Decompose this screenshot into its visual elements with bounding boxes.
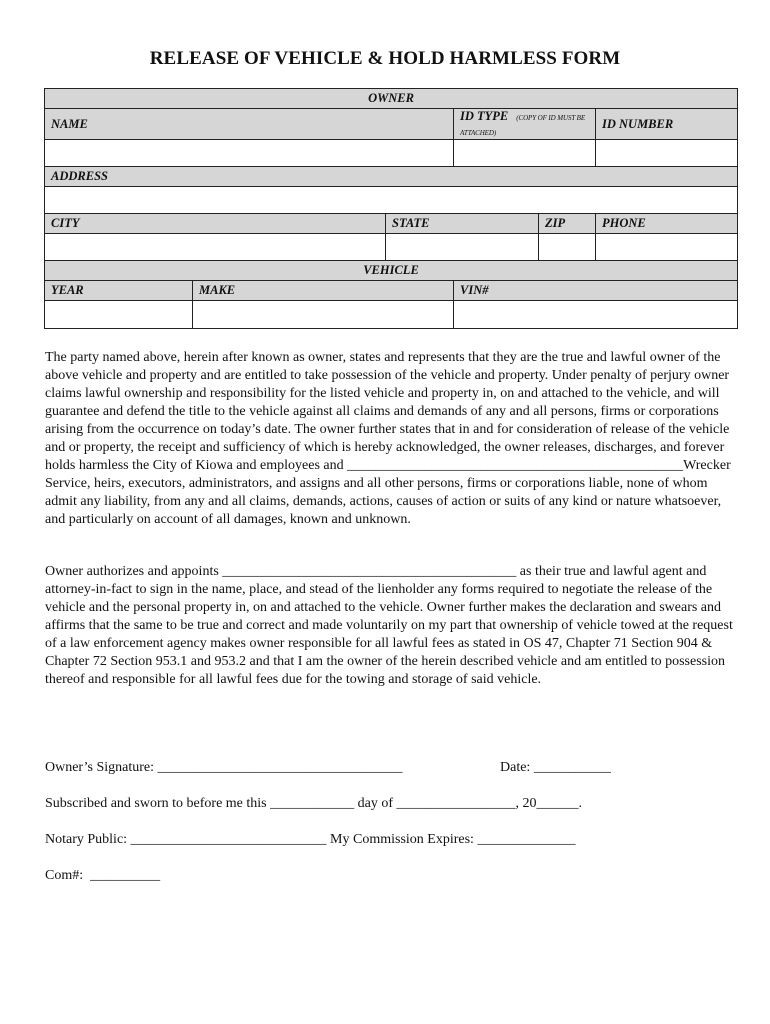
city-label: CITY xyxy=(45,214,386,234)
vin-field[interactable] xyxy=(454,301,738,329)
make-label: MAKE xyxy=(193,281,454,301)
id-number-label: ID NUMBER xyxy=(596,109,738,140)
address-label: ADDRESS xyxy=(45,167,738,187)
phone-field[interactable] xyxy=(596,234,738,261)
authorization-paragraph: Owner authorizes and appoints __________________________________________ as their true and lawful agent and attorney-in-fact to sign in the name, place, and stead of the lienholder any forms required to negotiate the release of the vehicle and the personal property in, on and attached to the vehicle. Owner further makes the declaration and swears and affirms that the same to be true and correct and made voluntarily on my part that ownership of vehicle towed at the request of a law enforcement agency makes owner responsible for all lawful fees as stated in OS 47, Chapter 71 Section 904 & Chapter 72 Section 953.1 and 953.2 and that I am the owner of the herein described vehicle and am entitled to possession thereof and responsible for all lawful fees due for the towing and storage of said vehicle. xyxy=(45,564,733,687)
id-type-field[interactable] xyxy=(454,140,596,167)
phone-label: PHONE xyxy=(596,214,738,234)
name-label: NAME xyxy=(45,109,454,140)
make-field[interactable] xyxy=(193,301,454,329)
zip-field[interactable] xyxy=(539,234,596,261)
year-field[interactable] xyxy=(45,301,193,329)
vin-label: VIN# xyxy=(454,281,738,301)
owner-signature-line: Owner’s Signature: ___________________________________ xyxy=(45,760,403,775)
id-type-label xyxy=(454,109,596,140)
state-label: STATE xyxy=(386,214,539,234)
owner-section-header: OWNER xyxy=(45,89,738,109)
address-field[interactable] xyxy=(45,187,738,214)
id-type-note: (COPY OF ID MUST BE ATTACHED) xyxy=(460,114,586,137)
com-number-line: Com#: __________ xyxy=(45,868,161,883)
city-field[interactable] xyxy=(45,234,386,261)
state-field[interactable] xyxy=(386,234,539,261)
date-line: Date: ___________ xyxy=(500,760,611,775)
notary-public-line: Notary Public: ____________________________ My Commission Expires: ______________ xyxy=(45,832,576,847)
release-paragraph: The party named above, herein after known as owner, states and represents that they are the true and lawful owner of the above vehicle and property and are entitled to take possession of the vehicle and property. Under penalty of perjury owner claims lawful ownership and responsibility for the listed vehicle and property in, on and attached to the vehicle, and will guarantee and defend the title to the vehicle against all claims and demands of any and all persons, firms or corporations arising from the occurrence on today’s date. The owner further states that in and for consideration of release of the vehicle and or property, the receipt and sufficiency of which is hereby acknowledged, the owner releases, discharges, and forever holds harmless the City of Kiowa and employees and ________________________________________________Wrecker Service, heirs, executors, administrators, and assigns and all other persons, firms or corporations liable, none of whom admit any liability, from any and all claims, demands, actions, causes of action or suits of any kind or nature whatsoever, and particularly on account of all damages, known and unknown. xyxy=(45,350,731,527)
owner-vehicle-table xyxy=(44,88,738,329)
form-title: RELEASE OF VEHICLE & HOLD HARMLESS FORM xyxy=(149,48,621,69)
name-field[interactable] xyxy=(45,140,454,167)
vehicle-section-header: VEHICLE xyxy=(45,261,738,281)
subscribed-sworn-line: Subscribed and sworn to before me this ____________ day of _________________, 20______. xyxy=(45,796,582,811)
year-label: YEAR xyxy=(45,281,193,301)
zip-label: ZIP xyxy=(539,214,596,234)
id-type-text: ID TYPE xyxy=(460,109,509,123)
id-number-field[interactable] xyxy=(596,140,738,167)
